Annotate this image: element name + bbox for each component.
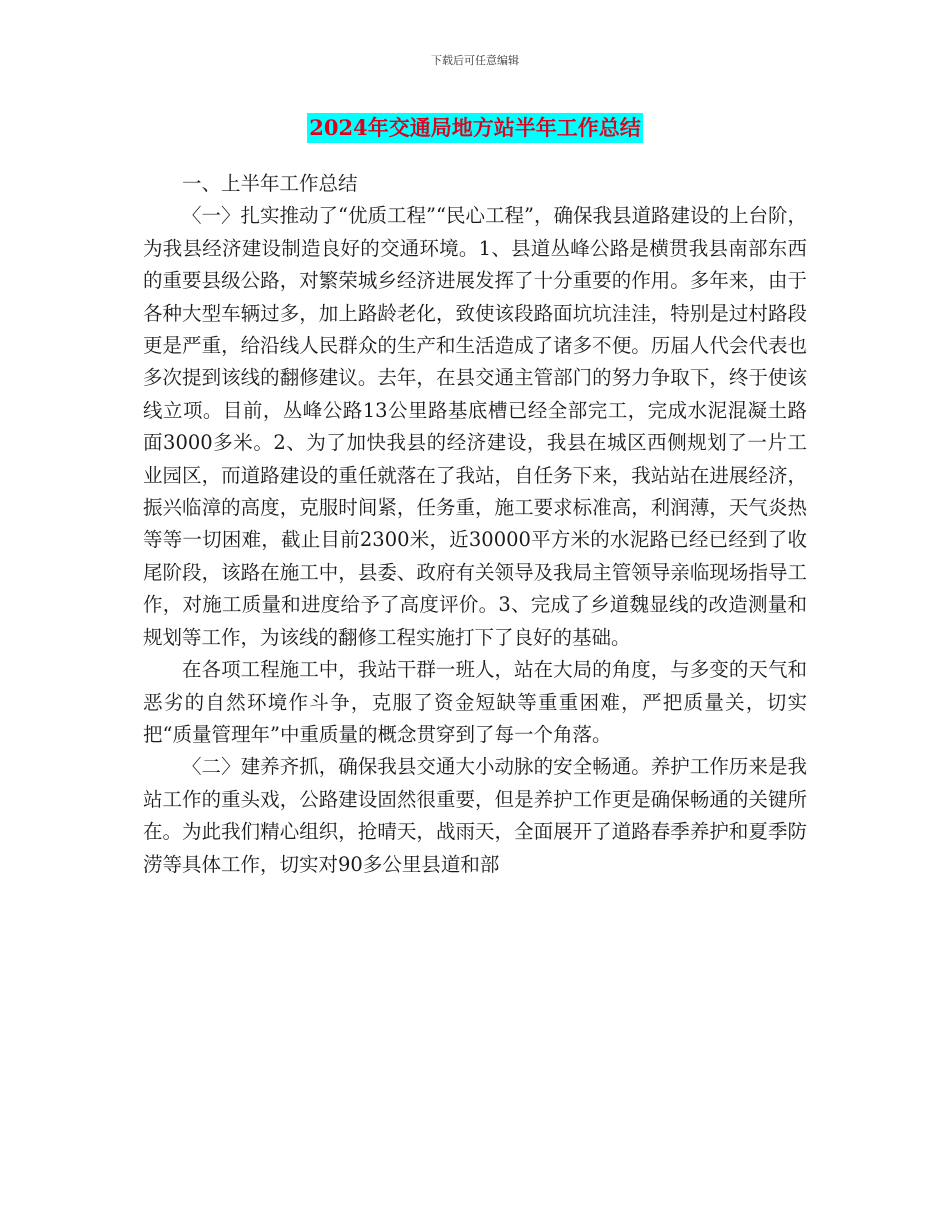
section-heading: 一、上半年工作总结 xyxy=(182,172,358,195)
paragraph-1: 〈一〉扎实推动了“优质工程”“民心工程”，确保我县道路建设的上台阶，为我县经济建设制造良好的交通环境。1、县道丛峰公路是横贯我县南部东西的重要县级公路，对繁荣城乡经济进展发挥了十分重要的作用。多年来，由于各种大型车辆过多，加上路龄老化，致使该段路面坑坑洼洼，特别是过村路段更是严重，给沿线人民群众的生产和生活造成了诸多不便。历届人代会代表也多次提到该线的翻修建议。去年，在县交通主管部门的努力争取下，终于使该线立项。目前，丛峰公路13公里路基底槽已经全部完工，完成水泥混凝土路面3000多米。2、为了加快我县的经济建设，我县在城区西侧规划了一片工业园区，而道路建设的重任就落在了我站，自任务下来，我站站在进展经济，振兴临漳的高度，克服时间紧，任务重，施工要求标准高，利润薄，天气炎热等等一切困难，截止目前2300米，近30000平方米的水泥路已经已经到了收尾阶段，该路在施工中，县委、政府有关领导及我局主管领导亲临现场指导工作，对施工质量和进度给予了高度评价。3、完成了乡道魏显线的改造测量和规划等工作，为该线的翻修工程实施打下了良好的基础。 xyxy=(143,204,807,649)
document-title: 2024年交通局地方站半年工作总结 xyxy=(307,113,642,143)
paragraph-2: 在各项工程施工中，我站干群一班人，站在大局的角度，与多变的天气和恶劣的自然环境作斗争，克服了资金短缺等重重困难，严把质量关，切实把“质量管理年”中重质量的概念贯穿到了每一个角落。 xyxy=(143,658,807,746)
paragraph-3: 〈二〉建养齐抓，确保我县交通大小动脉的安全畅通。养护工作历来是我站工作的重头戏，公路建设固然很重要，但是养护工作更是确保畅通的关键所在。为此我们精心组织，抢晴天，战雨天，全面展开了道路春季养护和夏季防涝等具体工作，切实对90多公里县道和部 xyxy=(143,755,807,876)
title-wrap xyxy=(0,113,950,143)
header-note: 下载后可任意编辑 xyxy=(431,54,519,67)
document-body xyxy=(143,168,807,881)
